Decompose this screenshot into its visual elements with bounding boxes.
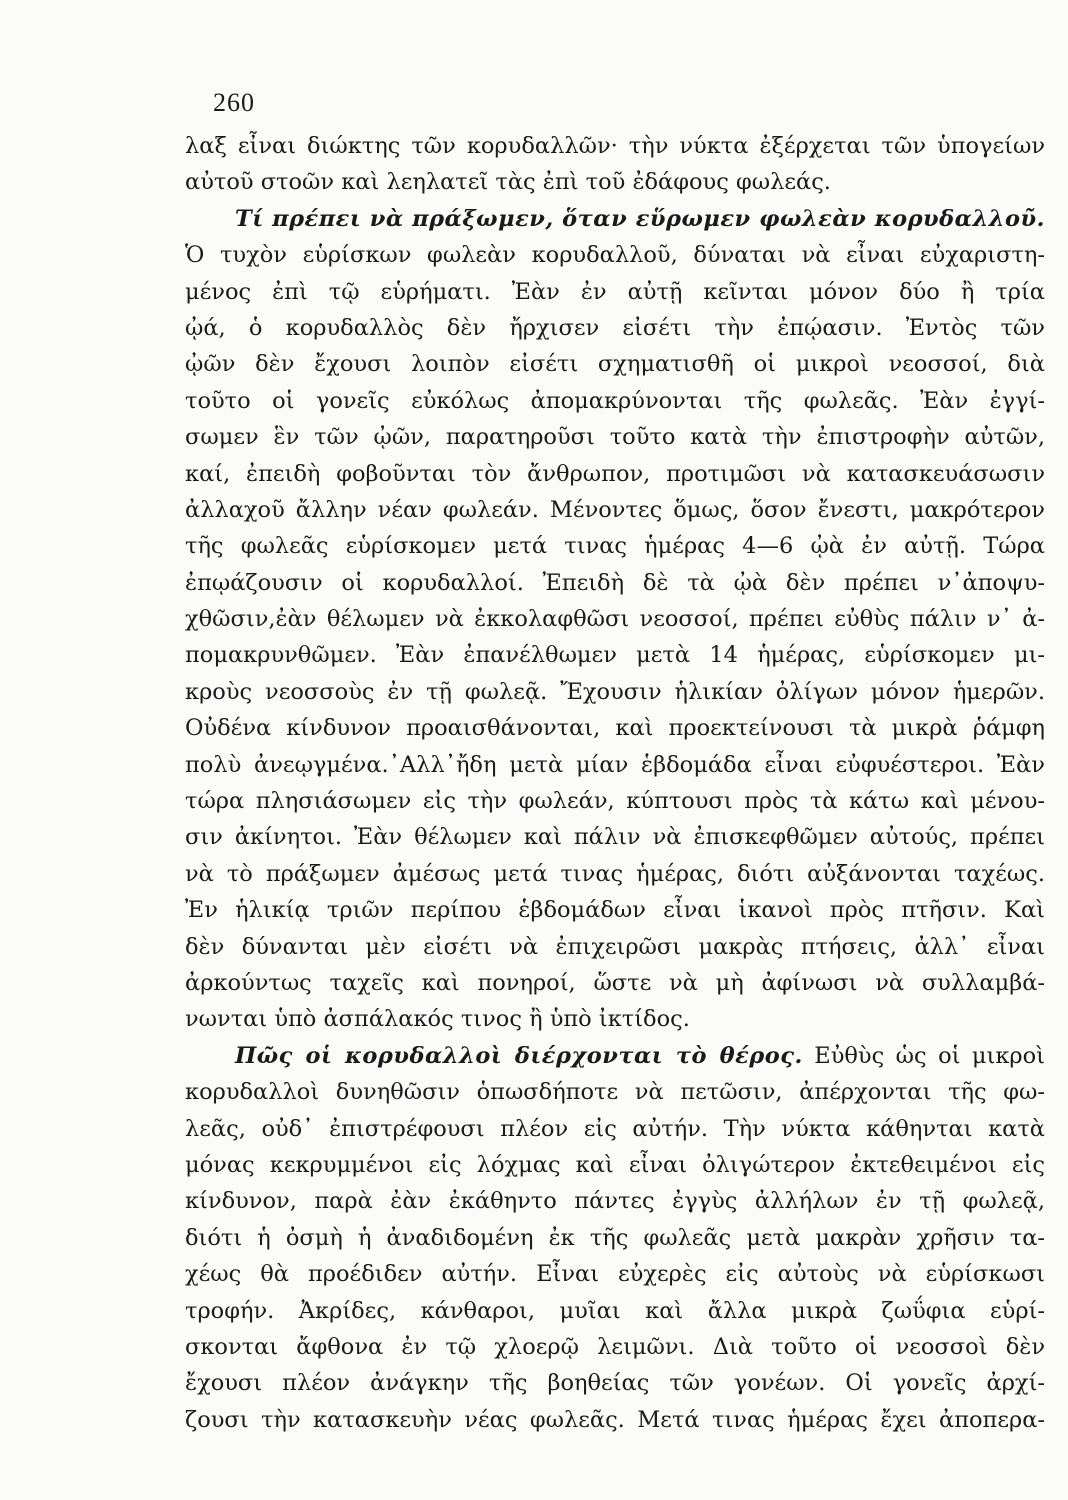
- text-line: σωμεν ἓν τῶν ᾠῶν, παρατηροῦσι τοῦτο κατὰ τὴν ἐπιστροφὴν αὐτῶν,: [185, 424, 1045, 451]
- text-line: Οὐδένα κίνδυνον προαισθάνονται, καὶ προεκτείνουσι τὰ μικρὰ ῥάμφη: [185, 715, 1045, 742]
- text-line: ἀρκούντως ταχεῖς καὶ πονηροί, ὥστε νὰ μὴ ἀφίνωσι νὰ συλλαμβά-: [185, 969, 1045, 996]
- text-line: ᾠῶν δὲν ἔχουσι λοιπὸν εἰσέτι σχηματισθῆ οἱ μικροὶ νεοσσοί, διὰ: [185, 351, 1045, 378]
- text-line: ἐπῳάζουσιν οἱ κορυδαλλοί. Ἐπειδὴ δὲ τὰ ᾠὰ δὲν πρέπει ν᾽ἀποψυ-: [185, 569, 1045, 596]
- text-line: χέως θὰ προέδιδεν αὐτήν. Εἶναι εὐχερὲς εἰς αὐτοὺς νὰ εὑρίσκωσι: [185, 1261, 1045, 1288]
- text-line: Ὁ τυχὸν εὑρίσκων φωλεὰν κορυδαλλοῦ, δύναται νὰ εἶναι εὐχαριστη-: [185, 242, 1045, 269]
- text-line: πομακρυνθῶμεν. Ἐὰν ἐπανέλθωμεν μετὰ 14 ἡμέρας, εὑρίσκομεν μι-: [185, 642, 1045, 669]
- heading-text: Τί πρέπει νὰ πράξωμεν, ὅταν εὕρωμεν φωλεὰν κορυδαλλοῦ.: [235, 205, 1045, 232]
- text-line: κορυδαλλοὶ δυνηθῶσιν ὁπωσδήποτε νὰ πετῶσιν, ἀπέρχονται τῆς φω-: [185, 1079, 1045, 1106]
- section-heading-what-to-do: [185, 201, 1045, 237]
- text-line: νὰ τὸ πράξωμεν ἀμέσως μετά τινας ἡμέρας, διότι αὐξάνονται ταχέως.: [185, 860, 1045, 887]
- text-line: ἀλλαχοῦ ἄλλην νέαν φωλεάν. Μένοντες ὅμως, ὅσον ἔνεστι, μακρότερον: [185, 496, 1045, 523]
- text-line: κίνδυνον, παρὰ ἐὰν ἐκάθηντο πάντες ἐγγὺς ἀλλήλων ἐν τῇ φωλεᾷ,: [185, 1188, 1045, 1215]
- heading-text: Πῶς οἱ κορυδαλλοὶ διέρχονται τὸ θέρος.: [235, 1042, 803, 1069]
- text-line: τῆς φωλεᾶς εὑρίσκομεν μετά τινας ἡμέρας 4—6 ᾠὰ ἐν αὐτῇ. Τώρα: [185, 533, 1045, 560]
- page-number: 260: [213, 88, 255, 117]
- text-line: νωνται ὑπὸ ἀσπάλακός τινος ἢ ὑπὸ ἰκτίδος.: [185, 1006, 690, 1033]
- section-heading-summer: [185, 1038, 1045, 1074]
- text-line: αὐτοῦ στοῶν καὶ λεηλατεῖ τὰς ἐπὶ τοῦ ἐδάφους φωλεάς.: [185, 169, 831, 196]
- text-line: λαξ εἶναι διώκτης τῶν κορυδαλλῶν· τὴν νύκτα ἐξέρχεται τῶν ὑπογείων: [185, 133, 1045, 159]
- text-line: τώρα πλησιάσωμεν εἰς τὴν φωλεάν, κύπτουσι πρὸς τὰ κάτω καὶ μένου-: [185, 788, 1045, 815]
- text-line: λεᾶς, οὐδ᾽ ἐπιστρέφουσι πλέον εἰς αὐτήν. Τὴν νύκτα κάθηνται κατὰ: [185, 1115, 1045, 1142]
- heading-continuation: Εὐθὺς ὡς οἱ μικροὶ: [814, 1042, 1045, 1069]
- text-line: σκονται ἄφθονα ἐν τῷ χλοερῷ λειμῶνι. Διὰ τοῦτο οἱ νεοσσοὶ δὲν: [185, 1333, 1045, 1360]
- text-line: χθῶσιν,ἐὰν θέλωμεν νὰ ἐκκολαφθῶσι νεοσσοί, πρέπει εὐθὺς πάλιν ν᾽ ἀ-: [185, 606, 1045, 633]
- text-line: πολὺ ἀνεῳγμένα.᾽Αλλ᾽ἤδη μετὰ μίαν ἑβδομάδα εἶναι εὐφυέστεροι. Ἐὰν: [185, 751, 1045, 778]
- text-line: μένος ἐπὶ τῷ εὑρήματι. Ἐὰν ἐν αὐτῇ κεῖνται μόνον δύο ἢ τρία: [185, 278, 1045, 305]
- text-line: σιν ἀκίνητοι. Ἐὰν θέλωμεν καὶ πάλιν νὰ ἐπισκεφθῶμεν αὐτούς, πρέπει: [185, 824, 1045, 851]
- text-line: διότι ἡ ὀσμὴ ἡ ἀναδιδομένη ἐκ τῆς φωλεᾶς μετὰ μακρὰν χρῆσιν τα-: [185, 1224, 1045, 1251]
- text-line: δὲν δύνανται μὲν εἰσέτι νὰ ἐπιχειρῶσι μακρὰς πτήσεις, ἀλλ᾽ εἶναι: [185, 933, 1045, 960]
- text-line: ᾠά, ὁ κορυδαλλὸς δὲν ἤρχισεν εἰσέτι τὴν ἐπῴασιν. Ἐντὸς τῶν: [185, 314, 1045, 341]
- text-line: μόνας κεκρυμμένοι εἰς λόχμας καὶ εἶναι ὀλιγώτερον ἐκτεθειμένοι εἰς: [185, 1151, 1045, 1178]
- text-line: ζουσι τὴν κατασκευὴν νέας φωλεᾶς. Μετά τινας ἡμέρας ἔχει ἀποπερα-: [185, 1406, 1045, 1433]
- text-line: ἔχουσι πλέον ἀνάγκην τῆς βοηθείας τῶν γονέων. Οἱ γονεῖς ἀρχί-: [185, 1370, 1045, 1397]
- text-line: τοῦτο οἱ γονεῖς εὐκόλως ἀπομακρύνονται τῆς φωλεᾶς. Ἐὰν ἐγγί-: [185, 387, 1045, 414]
- text-line: Ἐν ἡλικίᾳ τριῶν περίπου ἑβδομάδων εἶναι ἱκανοὶ πρὸς πτῆσιν. Καὶ: [185, 897, 1045, 924]
- body-text: [185, 128, 1045, 1438]
- text-line: κροὺς νεοσσοὺς ἐν τῇ φωλεᾷ. Ἔχουσιν ἡλικίαν ὀλίγων μόνον ἡμερῶν.: [185, 678, 1045, 705]
- text-line: τροφήν. Ἀκρίδες, κάνθαροι, μυῖαι καὶ ἄλλα μικρὰ ζωΰφια εὑρί-: [185, 1297, 1045, 1324]
- text-line: καί, ἐπειδὴ φοβοῦνται τὸν ἄνθρωπον, προτιμῶσι νὰ κατασκευάσωσιν: [185, 460, 1045, 487]
